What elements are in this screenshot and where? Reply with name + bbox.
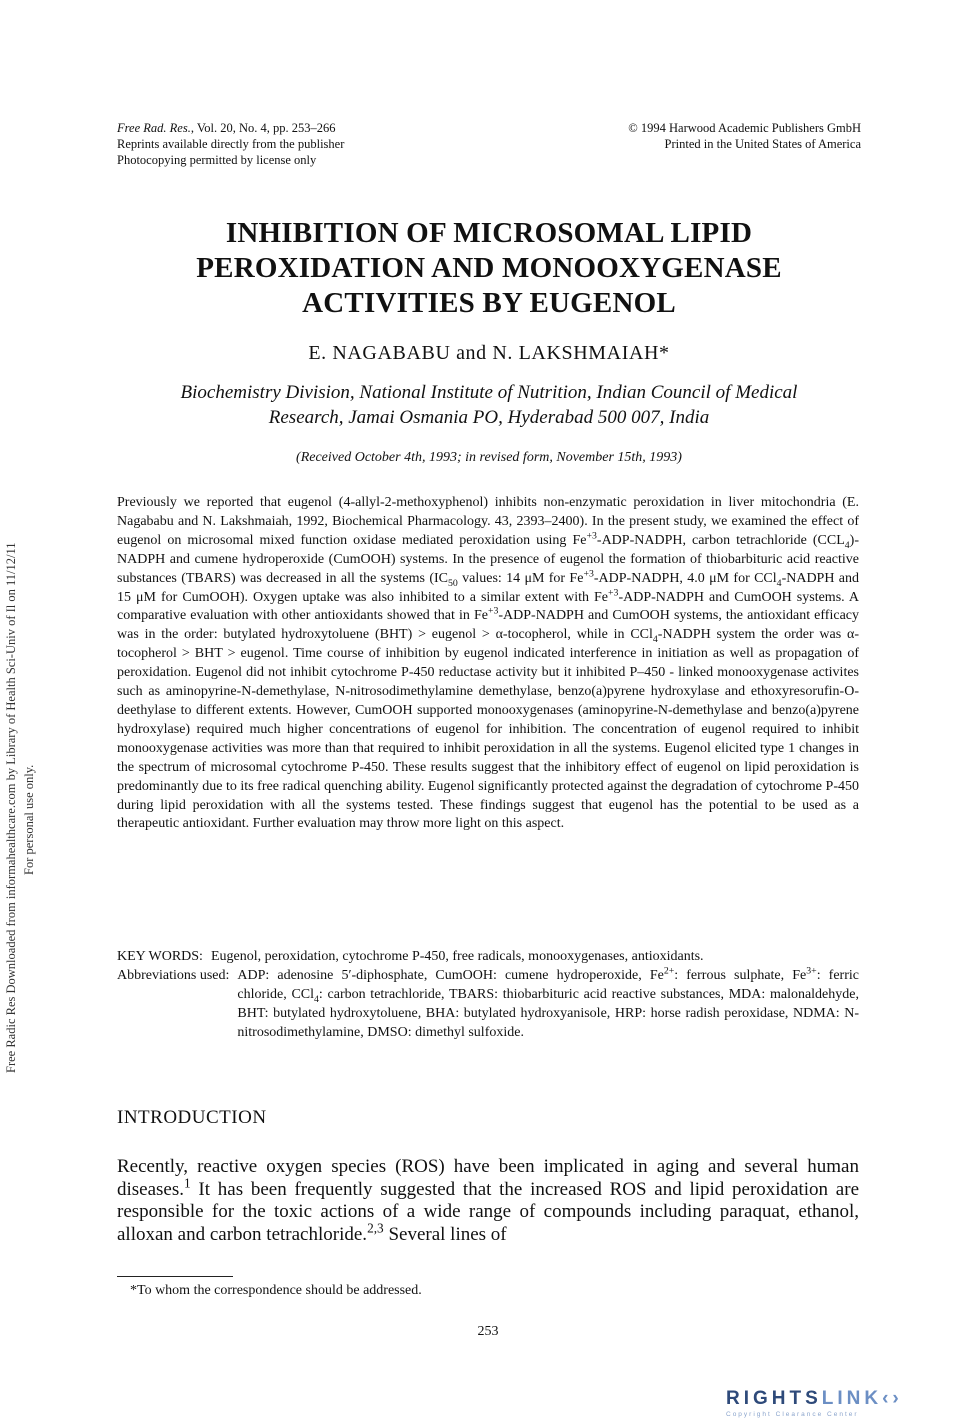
abbreviations-label: Abbreviations used: <box>117 968 230 983</box>
citation-line <box>117 120 344 136</box>
personal-use-notice: For personal use only. <box>22 764 36 875</box>
abbreviation-text: : ferric chloride, CCl <box>237 968 859 1002</box>
reference-marker: 2,3 <box>367 1220 384 1236</box>
photocopying-line: Photocopying permitted by license only <box>117 153 317 167</box>
abstract-text: -ADP-NADPH and CumOOH systems. A comparative evaluation with other antioxidants showed that in Fe <box>117 589 859 624</box>
superscript: +3 <box>586 530 597 542</box>
abstract-text: -ADP-NADPH, carbon tetrachloride (CCL <box>596 532 845 548</box>
citation-block <box>117 120 344 168</box>
rightslink-arrow-icon: ‹› <box>882 1388 903 1409</box>
subscript: 4 <box>844 539 850 551</box>
title-line: INHIBITION OF MICROSOMAL LIPID <box>225 217 753 249</box>
footnote-divider <box>117 1276 233 1277</box>
superscript: +3 <box>608 586 619 598</box>
abbreviations-row <box>117 966 859 1042</box>
affiliation-line: Research, Jamai Osmania PO, Hyderabad 500 007, India <box>268 407 710 428</box>
abstract-text: )-NADPH and cumene hydroperoxide (CumOOH) systems. In the presence of eugenol the formation of thiobarbituric acid reactive substances (TBARS) was decreased in all the systems (IC <box>117 532 859 586</box>
intro-text: Recently, reactive oxygen species (ROS) have been implicated in aging and several human diseases. <box>117 1156 859 1200</box>
copyright-line: © 1994 Harwood Academic Publishers GmbH <box>628 121 861 135</box>
download-notice-sidebar <box>0 355 46 1085</box>
subscript: 4 <box>314 993 319 1005</box>
journal-name: Free Rad. Res. <box>117 121 191 135</box>
keywords-text: Eugenol, peroxidation, cytochrome P-450, free radicals, monooxygenases, antioxidants. <box>210 949 704 964</box>
abbreviation-text: : carbon tetrachloride, TBARS: thiobarbituric acid reactive substances, MDA: malonaldehyde, BHT: butylated hydroxytoluene, BHA: butylated hydroxyanisole, HRP: horse radish peroxidase, NDMA: N-nitrosodimethylamine, DMSO: dimethyl sulfoxide. <box>237 987 859 1040</box>
rightslink-word-faded: LINK <box>821 1388 883 1409</box>
volume-pages: , Vol. 20, No. 4, pp. 253–266 <box>190 121 336 135</box>
publisher-block <box>628 120 861 152</box>
rightslink-tagline: Copyright Clearance Center <box>726 1411 859 1418</box>
abstract-text: Previously we reported that eugenol (4-allyl-2-methoxyphenol) inhibits non-enzymatic peroxidation in liver mitochondria (E. Nagababu and N. Lakshmaiah, 1992, Biochemical Pharmacology. 43, 2393–2400). In the present study, we examined the effect of eugenol on microsomal mixed function oxidase mediated peroxidation using Fe <box>117 495 859 548</box>
keywords-row <box>117 947 859 966</box>
superscript: 3+ <box>806 965 817 977</box>
abbreviations-text <box>237 966 859 1042</box>
rightslink-logo[interactable] <box>726 1388 958 1422</box>
authors: E. NAGABABU and N. LAKSHMAIAH* <box>308 342 670 364</box>
printed-line: Printed in the United States of America <box>664 137 861 151</box>
abstract-text: -ADP-NADPH, 4.0 μM for CCl <box>593 570 777 586</box>
abstract-text: -NADPH system the order was α-tocopherol > BHT > eugenol. Time course of inhibition by eugenol indicated interference in initiation as well as propagation of peroxidation. Eugenol did not inhibit cytochrome P-450 reductase activity but it inhibited P–450 - linked monooxygenase activites such as aminopyrine-N-demethylase, N-nitrosodimethylamine demethylase, benzo(a)pyrene hydroxylase and ethoxyresorufin-O-deethylase to different extents. However, CumOOH supported monooxygenases (aminopyrine-N-demethylase and benzo(a)pyrene hydroxylase) required much higher concentrations of eugenol for inhibition. The concentration of eugenol required to inhibit monooxygenase activities was more than that required to inhibit peroxidation in all the systems. Eugenol elicited type 1 changes in the spectrum of microsomal cytochrome P-450. These results suggest that the inhibitory effect of eugenol on lipid peroxidation is predominantly due to its free radical quenching ability. Eugenol significantly protected against the degradation of cytochrome P-450 during lipid peroxidation with all the systems tested. These findings suggest that eugenol has the potential to be used as a therapeutic antioxidant. Further evaluation may throw more light on this aspect. <box>117 627 859 832</box>
abstract-text: -ADP-NADPH and CumOOH systems, the antioxidant efficacy was in the order: butylated hydroxytoluene (BHT) > eugenol > α-tocopherol, while in CCl <box>117 608 859 643</box>
abstract <box>117 494 859 834</box>
superscript: 2+ <box>663 965 675 977</box>
reprints-line: Reprints available directly from the publisher <box>117 137 345 151</box>
introduction-heading: INTRODUCTION <box>117 1107 267 1128</box>
affiliation <box>117 380 861 430</box>
received-dates: (Received October 4th, 1993; in revised form, November 15th, 1993) <box>296 450 682 465</box>
intro-text: It has been frequently suggested that the increased ROS and lipid peroxidation are responsible for the toxic actions of a wide range of compounds including paraquat, ethanol, alloxan and carbon tetrachloride. <box>117 1178 859 1245</box>
title-line: PEROXIDATION AND MONOOXYGENASE <box>196 252 782 284</box>
abbreviation-text: ADP: adenosine 5′-diphosphate, CumOOH: cumene hydroperoxide, Fe <box>237 968 664 983</box>
intro-text: Several lines of <box>383 1223 507 1245</box>
reference-marker: 1 <box>184 1175 191 1191</box>
rightslink-wordmark <box>726 1388 958 1410</box>
superscript: +3 <box>487 605 499 617</box>
abstract-text: values: 14 μM for Fe <box>457 570 584 586</box>
article-title <box>117 216 861 321</box>
abbreviation-text: : ferrous sulphate, Fe <box>674 968 807 983</box>
rightslink-word-main: RIGHTS <box>726 1388 822 1409</box>
abstract-text: -NADPH and 15 μM for CumOOH). Oxygen uptake was also inhibited to a similar extent with Fe <box>117 570 860 605</box>
keywords-block <box>117 947 859 1042</box>
page-number: 253 <box>477 1324 499 1339</box>
title-line: ACTIVITIES BY EUGENOL <box>302 287 676 319</box>
footnote: *To whom the correspondence should be addressed. <box>130 1283 422 1298</box>
keywords-label: KEY WORDS: <box>117 949 203 964</box>
subscript: 50 <box>448 577 458 589</box>
superscript: +3 <box>583 567 594 579</box>
download-notice: Free Radic Res Downloaded from informahealthcare.com by Library of Health Sci-Univ of Il on 11/12/11 <box>4 542 18 1073</box>
affiliation-line: Biochemistry Division, National Institute of Nutrition, Indian Council of Medical <box>180 382 798 403</box>
subscript: 4 <box>652 634 658 646</box>
subscript: 4 <box>776 577 782 589</box>
introduction-text <box>117 1156 859 1246</box>
